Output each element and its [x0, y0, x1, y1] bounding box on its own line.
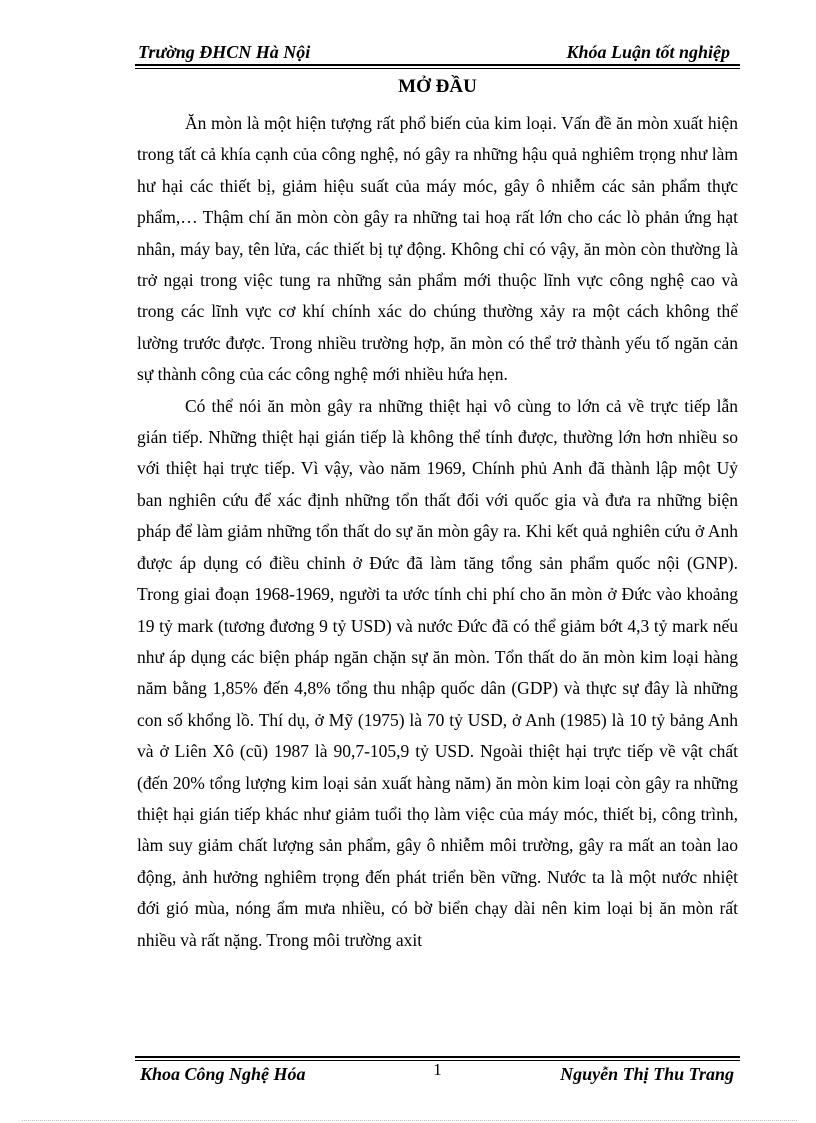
document-body [137, 108, 738, 956]
footer-author: Nguyễn Thị Thu Trang [560, 1064, 734, 1084]
header-school-name: Trường ĐHCN Hà Nội [138, 42, 311, 62]
footer-faculty: Khoa Công Nghệ Hóa [140, 1064, 306, 1084]
page-title: MỞ ĐẦU [398, 76, 477, 97]
header-document-type: Khóa Luận tốt nghiệp [566, 42, 730, 62]
header-rule [135, 64, 740, 66]
page-number: 1 [433, 1060, 442, 1079]
footer-rule [135, 1056, 740, 1058]
paragraph-2: Có thể nói ăn mòn gây ra những thiệt hại vô cùng to lớn cả về trực tiếp lẫn gián tiếp. Những thiệt hại gián tiếp là không thể tính được, thường lớn hơn nhiều so với thiệt hại trực tiếp. Vì vậy, vào năm 1969, Chính phủ Anh đã thành lập một Uỷ ban nghiên cứu để xác định những tổn thất đối với quốc gia và đưa ra những biện pháp để làm giảm những tổn thất do sự ăn mòn gây ra. Khi kết quả nghiên cứu ở Anh được áp dụng có điều chỉnh ở Đức đã làm tăng tổng sản phẩm quốc nội (GNP). Trong giai đoạn 1968-1969, người ta ước tính chi phí cho ăn mòn ở Đức vào khoảng 19 tỷ mark (tương đương 9 tỷ USD) và nước Đức đã có thể giảm bớt 4,3 tỷ mark nếu như áp dụng các biện pháp ngăn chặn sự ăn mòn. Tổn thất do ăn mòn kim loại hàng năm bằng 1,85% đến 4,8% tổng thu nhập quốc dân (GDP) và thực sự đây là những con số khổng lồ. Thí dụ, ở Mỹ (1975) là 70 tỷ USD, ở Anh (1985) là 10 tỷ bảng Anh và ở Liên Xô (cũ) 1987 là 90,7-105,9 tỷ USD. Ngoài thiệt hại trực tiếp về vật chất (đến 20% tổng lượng kim loại sản xuất hàng năm) ăn mòn kim loại còn gây ra những thiệt hại gián tiếp khác như giảm tuổi thọ làm việc của máy móc, thiết bị, công trình, làm suy giảm chất lượng sản phẩm, gây ô nhiễm môi trường, gây ra mất an toàn lao động, ảnh hưởng nghiêm trọng đến phát triển bền vững. Nước ta là một nước nhiệt đới gió mùa, nóng ẩm mưa nhiều, có bờ biển chạy dài nên kim loại bị ăn mòn rất nhiều và rất nặng. Trong môi trường axit [137, 395, 738, 950]
page-footer [135, 1060, 740, 1086]
paragraph-1: Ăn mòn là một hiện tượng rất phổ biến của kim loại. Vấn đề ăn mòn xuất hiện trong tất cả khía cạnh của công nghệ, nó gây ra những hậu quả nghiêm trọng như làm hư hại các thiết bị, giảm hiệu suất của máy móc, gây ô nhiễm các sản phẩm thực phẩm,… Thậm chí ăn mòn còn gây ra những tai hoạ rất lớn cho các lò phản ứng hạt nhân, máy bay, tên lửa, các thiết bị tự động. Không chỉ có vậy, ăn mòn còn thường là trở ngại trong việc tung ra những sản phẩm mới thuộc lĩnh vực công nghệ cao và trong các lĩnh vực cơ khí chính xác do chúng thường xảy ra một cách không thể lường trước được. Trong nhiều trường hợp, ăn mòn có thể trở thành yếu tố ngăn cản sự thành công của các công nghệ mới nhiều hứa hẹn. [137, 113, 738, 385]
page-header [135, 42, 740, 64]
header-rule-thin [135, 68, 740, 69]
page-edge-divider [22, 1120, 797, 1121]
